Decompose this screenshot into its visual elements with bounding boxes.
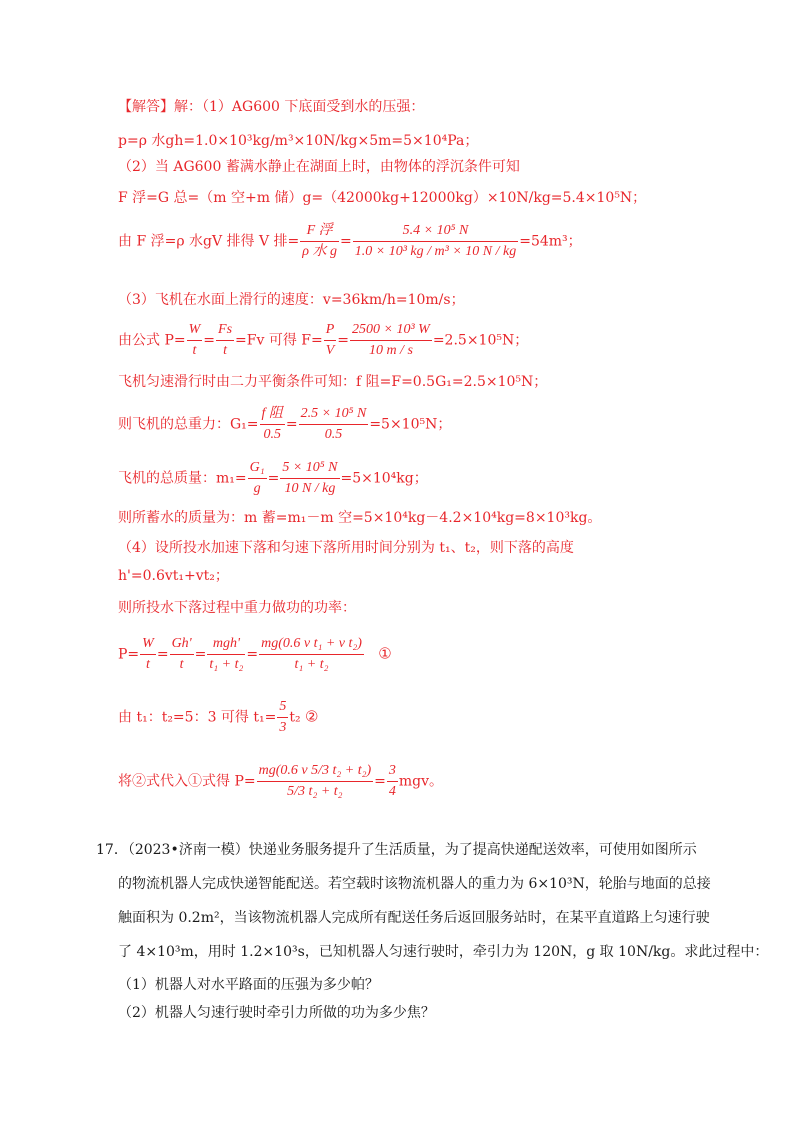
denominator: 3 [279,720,287,735]
numerator: 2.5 × 10⁵ N [299,405,369,425]
numerator: F 浮 [300,222,339,242]
numerator: 2500 × 10³ W [350,321,432,341]
numerator: 3 [387,762,398,782]
fraction [170,635,194,674]
answer-line-5: 由 F 浮=ρ 水gV 排得 V 排= $\frac{\text{F 浮}}{\text{ρ 水 g}}$ = $\frac{\text{5.4 × 10⁵ N}}{\text{1.0 × 10³ kg / m³ × 10 N / kg}}$ =54m³； [118,223,582,259]
fraction [299,405,369,444]
question-sub-1: （1）机器人对水平路面的压强为多少帕？ [118,977,379,993]
question-line-4: 了 4×10³m，用时 1.2×10³s，已知机器人匀速行驶时，牵引力为 120N，g 取 10N/kg。求此过程中： [118,944,769,960]
answer-line-11: 则所蓄水的质量为：m 蓄=m₁－m 空=5×10⁴kg－4.2×10⁴kg=8×10³kg。 [118,510,602,526]
formula-result: =5×10⁴kg； [340,470,428,487]
answer-line-16 [118,698,319,737]
denominator: t₁ + t₂ [209,657,244,672]
fraction [277,698,288,737]
denominator: t [146,657,150,672]
answer-line-10: 飞机的总质量：m₁= $\frac{\text{G₁}}{g}$ = $\frac{\text{5 × 10⁵ N}}{10 N / kg}$ =5×10⁴kg； [118,460,428,496]
formula-result: =2.5×10⁵N； [432,332,529,349]
fraction [260,405,285,444]
formula-prefix: 由公式 P= [118,332,186,349]
answer-line-3: （2）当 AG600 蓄满水静止在湖面上时，由物体的浮沉条件可知 [118,159,520,175]
fraction [140,635,156,674]
fraction [187,321,203,360]
denominator: g [253,481,261,496]
equals-sign: = [374,773,386,790]
denominator: t [179,657,184,672]
answer-line-14: 则所投水下落过程中重力做功的功率： [118,600,356,616]
denominator: t₁ + t₂ [294,657,329,672]
numerator: P [324,321,337,341]
answer-line-4: F 浮=G 总=（m 空+m 储）g=（42000kg+12000kg）×10N/kg=5.4×10⁵N； [118,190,647,206]
fraction [300,222,339,261]
numerator: W [187,321,203,341]
formula-prefix: 将②式代入①式得 P= [118,773,256,790]
fraction [207,635,245,674]
formula-middle: =Fv 可得 F= [235,332,323,349]
numerator: mg(0.6 v 5/3 t₂ + t₂) [257,762,374,782]
answer-line-1: 【解答】解：（1）AG600 下底面受到水的压强： [118,99,425,115]
formula-result: =54m³； [519,233,582,250]
answer-line-7: 由公式 P= $\frac{W}{t}$ = $\frac{Fs}{t}$ =Fv 可得 F= $\frac{P}{V}$ = $\frac{\text{2500 × 10³ W}}{10 m / s}$ =2.5×10⁵N； [118,322,529,358]
answer-line-6: （3）飞机在水面上滑行的速度：v=36km/h=10m/s； [118,292,465,308]
question-line-2: 的物流机器人完成快递智能配送。若空载时该物流机器人的重力为 6×10³N，轮胎与地面的总接 [118,876,711,892]
denominator: 10 N / kg [284,481,336,496]
fraction [387,762,398,801]
answer-line-17 [118,762,443,801]
fraction [353,222,518,261]
question-line-1: 17．（2023•济南一模）快递业务服务提升了生活质量，为了提高快递配送效率，可使用如图所示 [96,842,697,858]
fraction [259,635,364,674]
numerator: 5.4 × 10⁵ N [353,222,518,242]
denominator: 5/3 t₂ + t₂ [287,784,343,799]
numerator: f 阻 [260,405,285,425]
denominator: 1.0 × 10³ kg / m³ × 10 N / kg [354,244,517,259]
fraction [280,459,339,498]
answer-line-9: 则飞机的总重力：G₁= $\frac{\text{f 阻}}{0.5}$ = $\frac{\text{2.5 × 10⁵ N}}{0.5}$ =5×10⁵N； [118,406,452,442]
question-sub-2: （2）机器人匀速行驶时牵引力所做的功为多少焦？ [118,1005,435,1021]
denominator: 4 [388,784,396,799]
formula-prefix: P= [118,646,140,663]
numerator: Gh' [170,635,194,655]
formula-result: =5×10⁵N； [369,416,452,433]
question-line-3: 触面积为 0.2m²，当该物流机器人完成所有配送任务后返回服务站时，在某平直道路上匀速行驶 [118,910,710,926]
answer-line-12: （4）设所投水加速下落和匀速下落所用时间分别为 t₁、t₂，则下落的高度 [118,540,574,556]
formula-prefix: 由 t₁：t₂=5：3 可得 t₁= [118,709,277,726]
fraction [324,321,337,360]
formula-prefix: 由 F 浮=ρ 水gV 排得 V 排= [118,233,300,250]
numerator: G₁ [248,459,267,479]
numerator: W [140,635,156,655]
denominator: V [325,343,335,358]
numerator: 5 × 10⁵ N [280,459,339,479]
denominator: 0.5 [324,427,343,442]
numerator: mgh' [207,635,245,655]
denominator: 0.5 [263,427,281,442]
equation-marker-2: ② [305,707,319,726]
numerator: mg(0.6 v t₁ + v t₂) [259,635,364,655]
fraction [350,321,432,360]
fraction [216,321,234,360]
fraction [248,459,267,498]
formula-prefix: 则飞机的总重力：G₁= [118,416,259,433]
formula-result: mgv。 [398,773,443,790]
answer-line-13: h'=0.6vt₁+vt₂； [118,568,229,584]
denominator: 10 m / s [368,343,413,358]
denominator: t [192,343,197,358]
answer-line-8: 飞机匀速滑行时由二力平衡条件可知：f 阻=F=0.5G₁=2.5×10⁵N； [118,374,548,390]
answer-line-2: p=ρ 水gh=1.0×10³kg/m³×10N/kg×5m=5×10⁴Pa； [118,133,479,149]
fraction [257,762,374,801]
denominator: t [223,343,227,358]
formula-suffix: t₂ [289,709,301,726]
formula-prefix: 飞机的总质量：m₁= [118,470,247,487]
numerator: Fs [216,321,234,341]
denominator: ρ 水 g [302,244,338,259]
numerator: 5 [277,698,288,718]
equation-marker-1: ① [378,644,392,663]
answer-line-15: P= $\frac{W}{t}$ = $\frac{Gh'}{t}$ = $\frac{\text{mgh'}}{\text{t₁ + t₂}}$ = $\frac{\text{mg(0.6 v t₁ + v t₂)}}{\text{t₁ + t₂}}$ ① [118,636,392,672]
